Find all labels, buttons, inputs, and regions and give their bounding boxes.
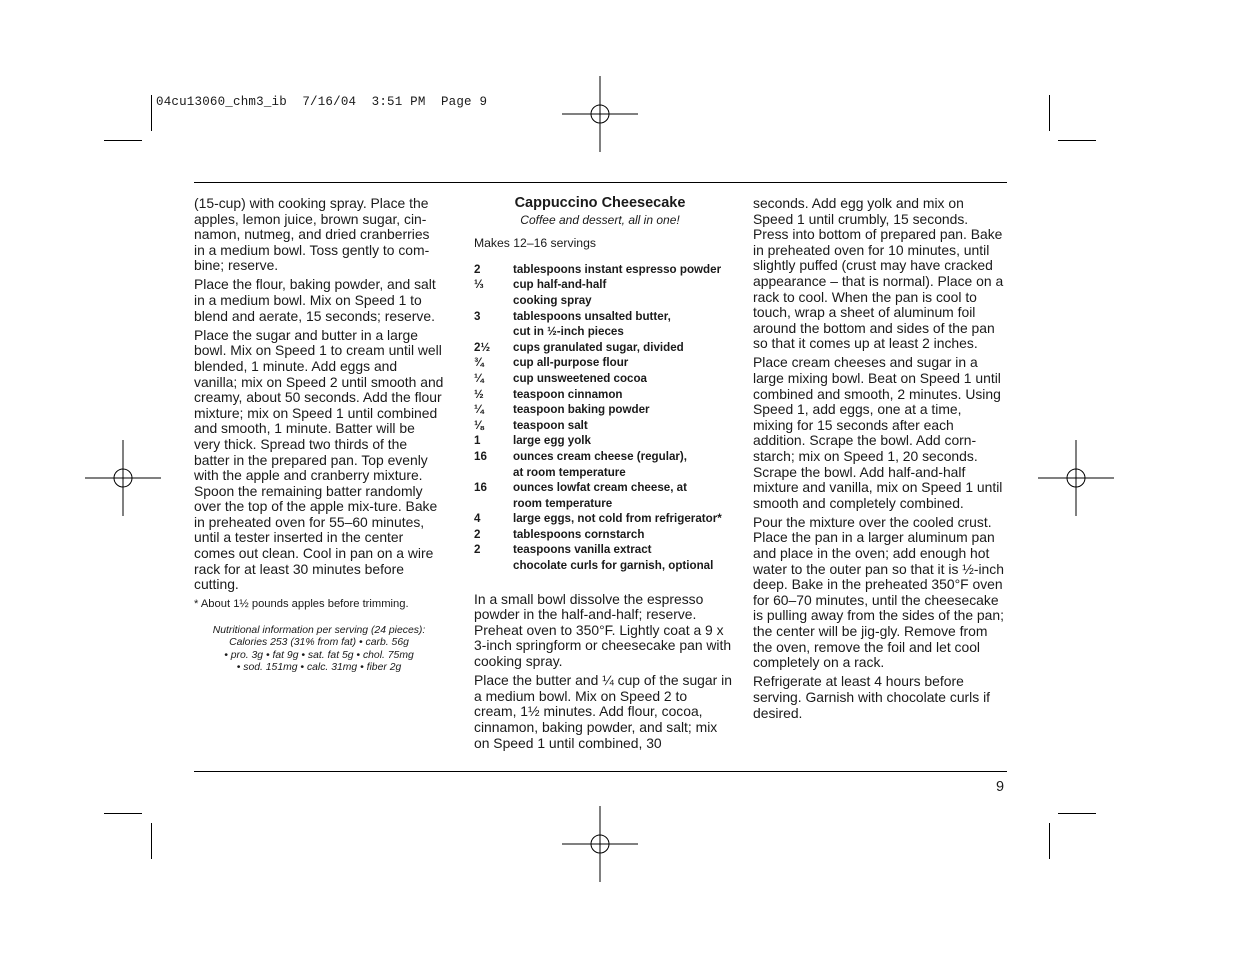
ingredient-description: tablespoons unsalted butter,: [513, 309, 671, 323]
ingredient-description: cooking spray: [513, 293, 592, 307]
crop-mark: [104, 140, 142, 141]
paragraph: Place the butter and ¼ cup of the sugar in a medium bowl. Mix on Speed 2 to cream, 1½ minutes. Add flour, cocoa, cinnamon, baking powder, and salt; mix on Speed 1 until combined, 30: [474, 672, 732, 751]
ingredient-quantity: 2½: [474, 340, 491, 354]
paragraph: Place the flour, baking powder, and salt in a medium bowl. Mix on Speed 1 to blend and aerate, 15 seconds; reserve.: [194, 276, 436, 324]
crop-mark: [104, 813, 142, 814]
ingredient-row: [474, 449, 732, 465]
ingredient-quantity: ⅓: [474, 278, 484, 292]
ingredient-description: teaspoon salt: [513, 418, 588, 432]
crop-mark: [1049, 95, 1050, 131]
ingredient-row: [474, 496, 732, 512]
ingredient-description: teaspoons vanilla extract: [513, 543, 652, 557]
ingredient-description: ounces cream cheese (regular),: [513, 449, 687, 463]
spacer: [474, 574, 732, 592]
paragraph: In a small bowl dissolve the espresso powder in the half-and-half; reserve. Preheat oven to 350°F. Lightly coat a 9 x 3-inch springform or cheesecake pan with cooking spray.: [474, 590, 732, 670]
nutrition-line: • pro. 3g • fat 9g • sat. fat 5g • chol. 75mg: [224, 649, 414, 661]
nutrition-line: Nutritional information per serving (24 pieces):: [212, 624, 426, 636]
ingredient-quantity: ¾: [474, 356, 484, 370]
paragraph: Place cream cheeses and sugar in a large mixing bowl. Beat on Speed 1 until combined and smooth, 2 minutes. Using Speed 1, add eggs, one at a time, mixing for 15 seconds after each addition. Scrape the bowl. Add corn-starch; mix on Speed 1, 20 seconds. Scrape the bowl. Add half-and-half mixture and vanilla, mix on Speed 1 until smooth and completely combined.: [753, 354, 1003, 511]
ingredient-row: [474, 293, 732, 309]
ingredient-row: [474, 527, 732, 543]
crop-mark: [1058, 813, 1096, 814]
left-column: [194, 196, 444, 675]
ingredient-description: tablespoons cornstarch: [513, 527, 645, 541]
ingredient-row: [474, 324, 732, 340]
ingredient-description: chocolate curls for garnish, optional: [513, 559, 714, 573]
ingredient-quantity: 2: [474, 262, 481, 276]
crop-mark: [151, 823, 152, 859]
ingredient-description: cup all-purpose flour: [513, 356, 629, 370]
servings: Makes 12–16 servings: [474, 236, 596, 251]
ingredient-description: cup half-and-half: [513, 278, 607, 292]
ingredient-quantity: 2: [474, 543, 481, 557]
middle-column: [474, 196, 732, 755]
ingredient-description: tablespoons instant espresso powder: [513, 262, 722, 276]
ingredient-description: large egg yolk: [513, 434, 591, 448]
ingredient-row: [474, 542, 732, 558]
printer-slug: 04cu13060_chm3_ib 7/16/04 3:51 PM Page 9: [156, 95, 488, 109]
nutrition-info: [194, 625, 444, 675]
ingredient-row: [474, 340, 732, 356]
ingredient-description: teaspoon cinnamon: [513, 387, 623, 401]
paragraph: Pour the mixture over the cooled crust. Place the pan in a larger aluminum pan and place in the oven; add enough hot water to the outer pan so that it is ½-inch deep. Bake in the preheated 350°F oven for 60–70 minutes, until the cheesecake is pulling away from the sides of the pan; the center will be jig-gly. Remove from the oven, remove the foil and let cool completely on a rack.: [753, 513, 1004, 671]
ingredient-quantity: ⅛: [474, 418, 484, 432]
ingredient-row: [474, 277, 732, 293]
crop-mark: [151, 95, 152, 131]
ingredient-row: [474, 355, 732, 371]
ingredient-description: teaspoon baking powder: [513, 403, 650, 417]
ingredient-row: [474, 371, 732, 387]
ingredient-row: [474, 262, 732, 278]
paragraph: seconds. Add egg yolk and mix on Speed 1 until crumbly, 15 seconds. Press into bottom of prepared pan. Bake in preheated oven for 10 minutes, until slightly puffed (crust may have cracked appearance – that is normal). Place on a rack to cool. When the pan is cool to touch, wrap a sheet of aluminum foil around the bottom and sides of the pan so that it comes up at least 2 inches.: [753, 195, 1004, 352]
ingredient-description: at room temperature: [513, 465, 626, 479]
ingredient-quantity: ¼: [474, 403, 484, 417]
ingredient-row: [474, 418, 732, 434]
ingredient-row: [474, 465, 732, 481]
paragraph: Refrigerate at least 4 hours before serving. Garnish with chocolate curls if desired.: [753, 673, 991, 721]
ingredient-description: cups granulated sugar, divided: [513, 340, 684, 354]
ingredient-row: [474, 558, 732, 574]
right-column: [753, 196, 1005, 725]
registration-mark-icon: [85, 440, 161, 516]
crop-mark: [1049, 823, 1050, 859]
ingredient-quantity: 16: [474, 481, 487, 495]
ingredient-row: [474, 480, 732, 496]
ingredient-description: cup unsweetened cocoa: [513, 371, 648, 385]
ingredient-quantity: [474, 293, 513, 309]
ingredient-description: cut in ½-inch pieces: [513, 325, 624, 339]
recipe-title: Cappuccino Cheesecake: [514, 195, 686, 211]
registration-mark-icon: [1038, 440, 1114, 516]
nutrition-line: Calories 253 (31% from fat) • carb. 56g: [229, 637, 409, 649]
ingredient-quantity: [474, 558, 513, 574]
ingredient-quantity: [474, 324, 513, 340]
recipe-tagline: Coffee and dessert, all in one!: [520, 212, 680, 227]
ingredient-row: [474, 402, 732, 418]
crop-mark: [1058, 140, 1096, 141]
ingredient-row: [474, 511, 732, 527]
paragraph: Place the sugar and butter in a large bowl. Mix on Speed 1 to cream until well blended, 1 minute. Add eggs and vanilla; mix on Speed 2 until smooth and creamy, about 50 seconds. Add the flour mixture; mix on Speed 1 until combined and smooth, 1 minute. Batter will be very thick. Spread two thirds of the batter in the prepared pan. Top evenly with the apple and cranberry mixture. Spoon the remaining batter randomly over the top of the apple mix-ture. Bake in preheated oven for 55–60 minutes, until a tester inserted in the center comes out clean. Cool in pan on a wire rack for at least 30 minutes before cutting.: [194, 326, 444, 593]
ingredient-quantity: 3: [474, 309, 481, 323]
registration-mark-icon: [562, 806, 638, 882]
ingredient-row: [474, 309, 732, 325]
ingredient-list: [474, 262, 732, 574]
ingredient-description: large eggs, not cold from refrigerator*: [513, 512, 722, 526]
footnote: * About 1½ pounds apples before trimming.: [194, 597, 409, 610]
ingredient-row: [474, 387, 732, 403]
page-number: 9: [996, 779, 1005, 795]
ingredient-quantity: [474, 496, 513, 512]
top-rule: [194, 182, 1007, 183]
ingredient-quantity: 4: [474, 512, 481, 526]
ingredient-quantity: 2: [474, 527, 481, 541]
nutrition-line: • sod. 151mg • calc. 31mg • fiber 2g: [236, 662, 402, 674]
ingredient-quantity: ½: [474, 387, 484, 401]
ingredient-description: ounces lowfat cream cheese, at: [513, 481, 687, 495]
ingredient-quantity: ¼: [474, 371, 484, 385]
ingredient-quantity: [474, 465, 513, 481]
registration-mark-icon: [562, 76, 638, 152]
bottom-rule: [194, 771, 1007, 772]
ingredient-row: [474, 433, 732, 449]
ingredient-quantity: 16: [474, 449, 487, 463]
ingredient-quantity: 1: [474, 434, 481, 448]
ingredient-description: room temperature: [513, 496, 613, 510]
paragraph: (15-cup) with cooking spray. Place the apples, lemon juice, brown sugar, cin-namon, nutmeg, and dried cranberries in a medium bowl. Toss gently to com-bine; reserve.: [194, 195, 430, 274]
